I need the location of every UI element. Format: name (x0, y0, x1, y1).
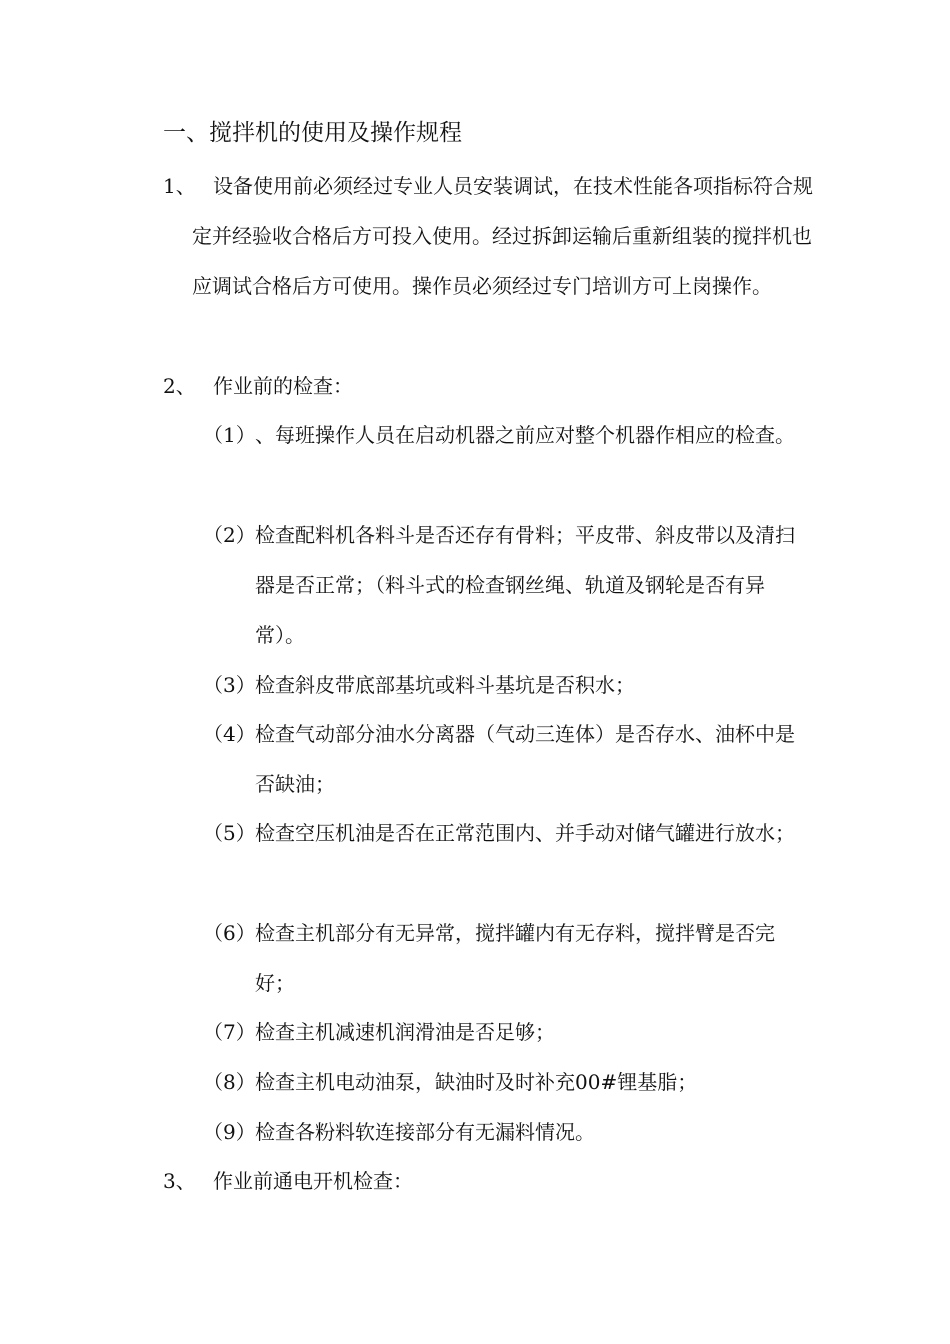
item-number: 1、 (163, 174, 196, 198)
check-number: （2） (203, 523, 256, 547)
item-text: 作业前的检查： (213, 374, 353, 398)
item-text: 作业前通电开机检查： (213, 1169, 413, 1193)
check-text: 检查斜皮带底部基坑或料斗基坑是否积水； (255, 673, 635, 697)
check-text: 检查配料机各料斗是否还存有骨料；平皮带、斜皮带以及清扫器是否正常；（料斗式的检查钢丝绳、轨道及钢轮是否有异常）。 (255, 523, 795, 647)
check-item-2 (203, 510, 813, 660)
check-number: （3） (203, 673, 256, 697)
check-item-7 (203, 1007, 813, 1057)
check-text: 检查各粉料软连接部分有无漏料情况。 (255, 1120, 595, 1144)
check-item-1 (203, 410, 813, 460)
check-item-3 (203, 660, 813, 710)
numbered-item-2 (163, 361, 813, 411)
item-text: 设备使用前必须经过专业人员安装调试，在技术性能各项指标符合规定并经验收合格后方可投入使用。经过拆卸运输后重新组装的搅拌机也应调试合格后方可使用。操作员必须经过专门培训方可上岗操作。 (192, 174, 813, 298)
check-text: 检查主机减速机润滑油是否足够； (255, 1020, 555, 1044)
check-text: 检查空压机油是否在正常范围内、并手动对储气罐进行放水； (255, 821, 795, 845)
check-item-4 (203, 709, 813, 809)
check-text: 检查主机电动油泵，缺油时及时补充00#锂基脂； (255, 1070, 698, 1094)
check-number: （7） (203, 1020, 256, 1044)
check-number: （8） (203, 1070, 256, 1094)
numbered-item-3 (163, 1156, 813, 1206)
check-item-5 (203, 808, 813, 858)
check-text: 检查主机部分有无异常，搅拌罐内有无存料，搅拌臂是否完好； (255, 921, 775, 995)
check-item-6 (203, 908, 813, 1008)
item-number: 2、 (163, 374, 196, 398)
check-text: 检查气动部分油水分离器（气动三连体）是否存水、油杯中是否缺油； (255, 722, 795, 796)
section-heading: 一、搅拌机的使用及操作规程 (163, 120, 462, 146)
numbered-item-1 (163, 161, 813, 311)
check-number: （5） (203, 821, 256, 845)
item-number: 3、 (163, 1169, 196, 1193)
check-number: （9） (203, 1120, 256, 1144)
check-item-8 (203, 1057, 813, 1107)
check-item-9 (203, 1107, 813, 1157)
check-text: 、每班操作人员在启动机器之前应对整个机器作相应的检查。 (255, 423, 795, 447)
check-number: （6） (203, 921, 256, 945)
check-number: （4） (203, 722, 256, 746)
check-number: （1） (203, 423, 256, 447)
